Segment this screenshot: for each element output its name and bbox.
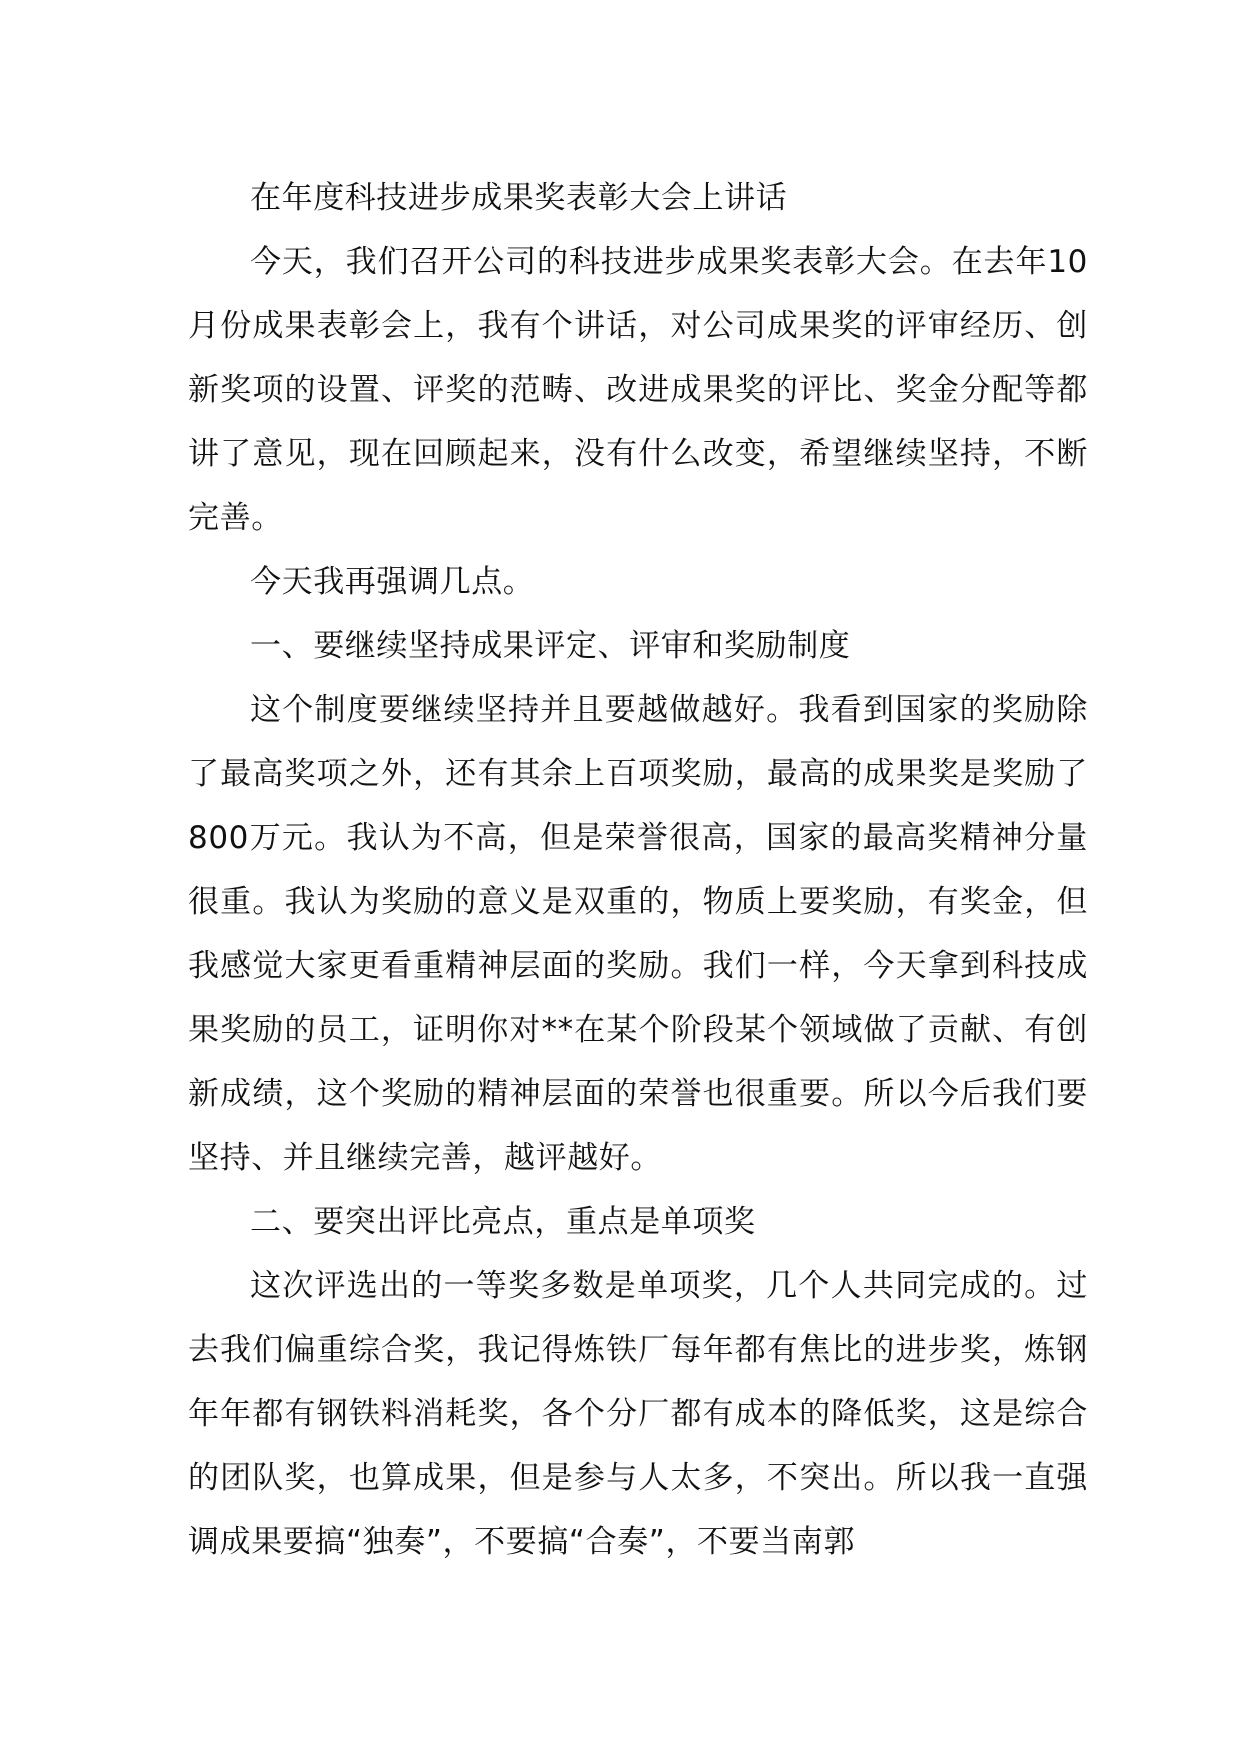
section-2-body: 这次评选出的一等奖多数是单项奖，几个人共同完成的。过去我们偏重综合奖，我记得炼铁厂每年都有焦比的进步奖，炼钢年年都有钢铁料消耗奖，各个分厂都有成本的降低奖，这是综合的团队奖，也算成果，但是参与人太多，不突出。所以我一直强调成果要搞“独奏”，不要搞“合奏”，不要当南郭 (188, 1268, 1088, 1560)
section-1-heading: 一、要继续坚持成果评定、评审和奖励制度 (250, 628, 851, 664)
paragraph-emphasis: 今天我再强调几点。 (250, 564, 535, 600)
document-body (188, 166, 1088, 1574)
section-2-heading: 二、要突出评比亮点，重点是单项奖 (250, 1204, 756, 1240)
paragraph-intro: 今天，我们召开公司的科技进步成果奖表彰大会。在去年10月份成果表彰会上，我有个讲话，对公司成果奖的评审经历、创新奖项的设置、评奖的范畴、改进成果奖的评比、奖金分配等都讲了意见，现在回顾起来，没有什么改变，希望继续坚持，不断完善。 (188, 244, 1088, 536)
document-title: 在年度科技进步成果奖表彰大会上讲话 (250, 180, 788, 216)
section-1-body: 这个制度要继续坚持并且要越做越好。我看到国家的奖励除了最高奖项之外，还有其余上百项奖励，最高的成果奖是奖励了800万元。我认为不高，但是荣誉很高，国家的最高奖精神分量很重。我认为奖励的意义是双重的，物质上要奖励，有奖金，但我感觉大家更看重精神层面的奖励。我们一样，今天拿到科技成果奖励的员工，证明你对**在某个阶段某个领域做了贡献、有创新成绩，这个奖励的精神层面的荣誉也很重要。所以今后我们要坚持、并且继续完善，越评越好。 (188, 692, 1088, 1176)
